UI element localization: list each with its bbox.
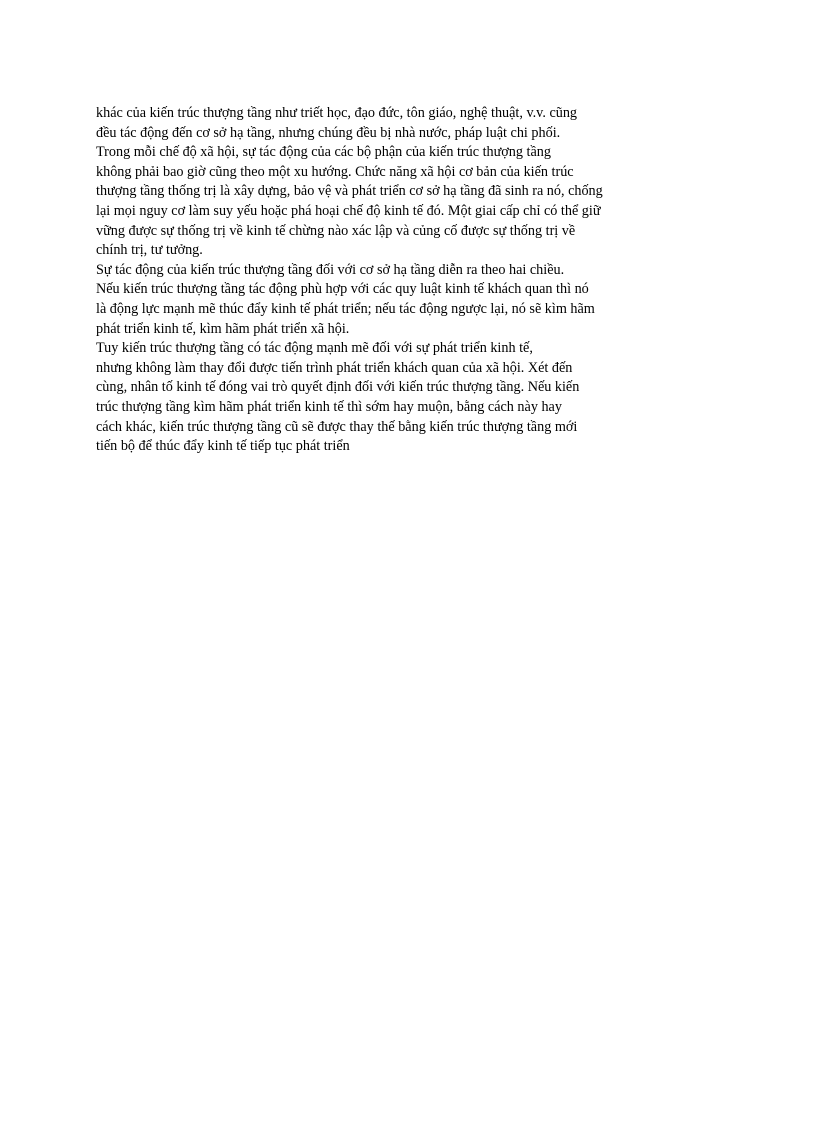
text-line: trúc thượng tầng kìm hãm phát triển kinh tế thì sớm hay muộn, bằng cách này hay <box>96 398 562 415</box>
text-line: nhưng không làm thay đổi được tiến trình phát triển khách quan của xã hội. Xét đến <box>96 359 573 376</box>
text-line: thượng tầng thống trị là xây dựng, bảo vệ và phát triển cơ sở hạ tầng đã sinh ra nó, chống <box>96 183 603 200</box>
text-line: Nếu kiến trúc thượng tầng tác động phù hợp với các quy luật kinh tế khách quan thì nó <box>96 281 589 298</box>
text-line: Sự tác động của kiến trúc thượng tầng đối với cơ sở hạ tầng diễn ra theo hai chiều. <box>96 261 565 278</box>
text-line: vững được sự thống trị về kinh tế chừng nào xác lập và củng cố được sự thống trị về <box>96 222 576 239</box>
text-line: Tuy kiến trúc thượng tầng có tác động mạnh mẽ đối với sự phát triển kinh tế, <box>96 340 533 357</box>
text-line: là động lực mạnh mẽ thúc đẩy kinh tế phát triển; nếu tác động ngược lại, nó sẽ kìm hãm <box>96 300 595 317</box>
text-line: tiến bộ để thúc đẩy kinh tế tiếp tục phát triển <box>96 438 350 455</box>
text-line: cùng, nhân tố kinh tế đóng vai trò quyết định đối với kiến trúc thượng tầng. Nếu kiến <box>96 379 580 396</box>
text-line: lại mọi nguy cơ làm suy yếu hoặc phá hoại chế độ kinh tế đó. Một giai cấp chỉ có thể giữ <box>96 202 601 219</box>
text-line: đều tác động đến cơ sở hạ tầng, nhưng chúng đều bị nhà nước, pháp luật chi phối. <box>96 124 561 141</box>
text-line: khác của kiến trúc thượng tầng như triết học, đạo đức, tôn giáo, nghệ thuật, v.v. cũng <box>96 105 578 121</box>
text-line: Trong mỗi chế độ xã hội, sự tác động của các bộ phận của kiến trúc thượng tầng <box>96 144 551 161</box>
text-line: cách khác, kiến trúc thượng tầng cũ sẽ được thay thế bằng kiến trúc thượng tầng mới <box>96 418 578 435</box>
body-text <box>96 104 676 457</box>
text-line: không phải bao giờ cũng theo một xu hướng. Chức năng xã hội cơ bản của kiến trúc <box>96 163 574 180</box>
text-line: chính trị, tư tưởng. <box>96 242 203 259</box>
text-line: phát triển kinh tế, kìm hãm phát triển xã hội. <box>96 320 350 337</box>
